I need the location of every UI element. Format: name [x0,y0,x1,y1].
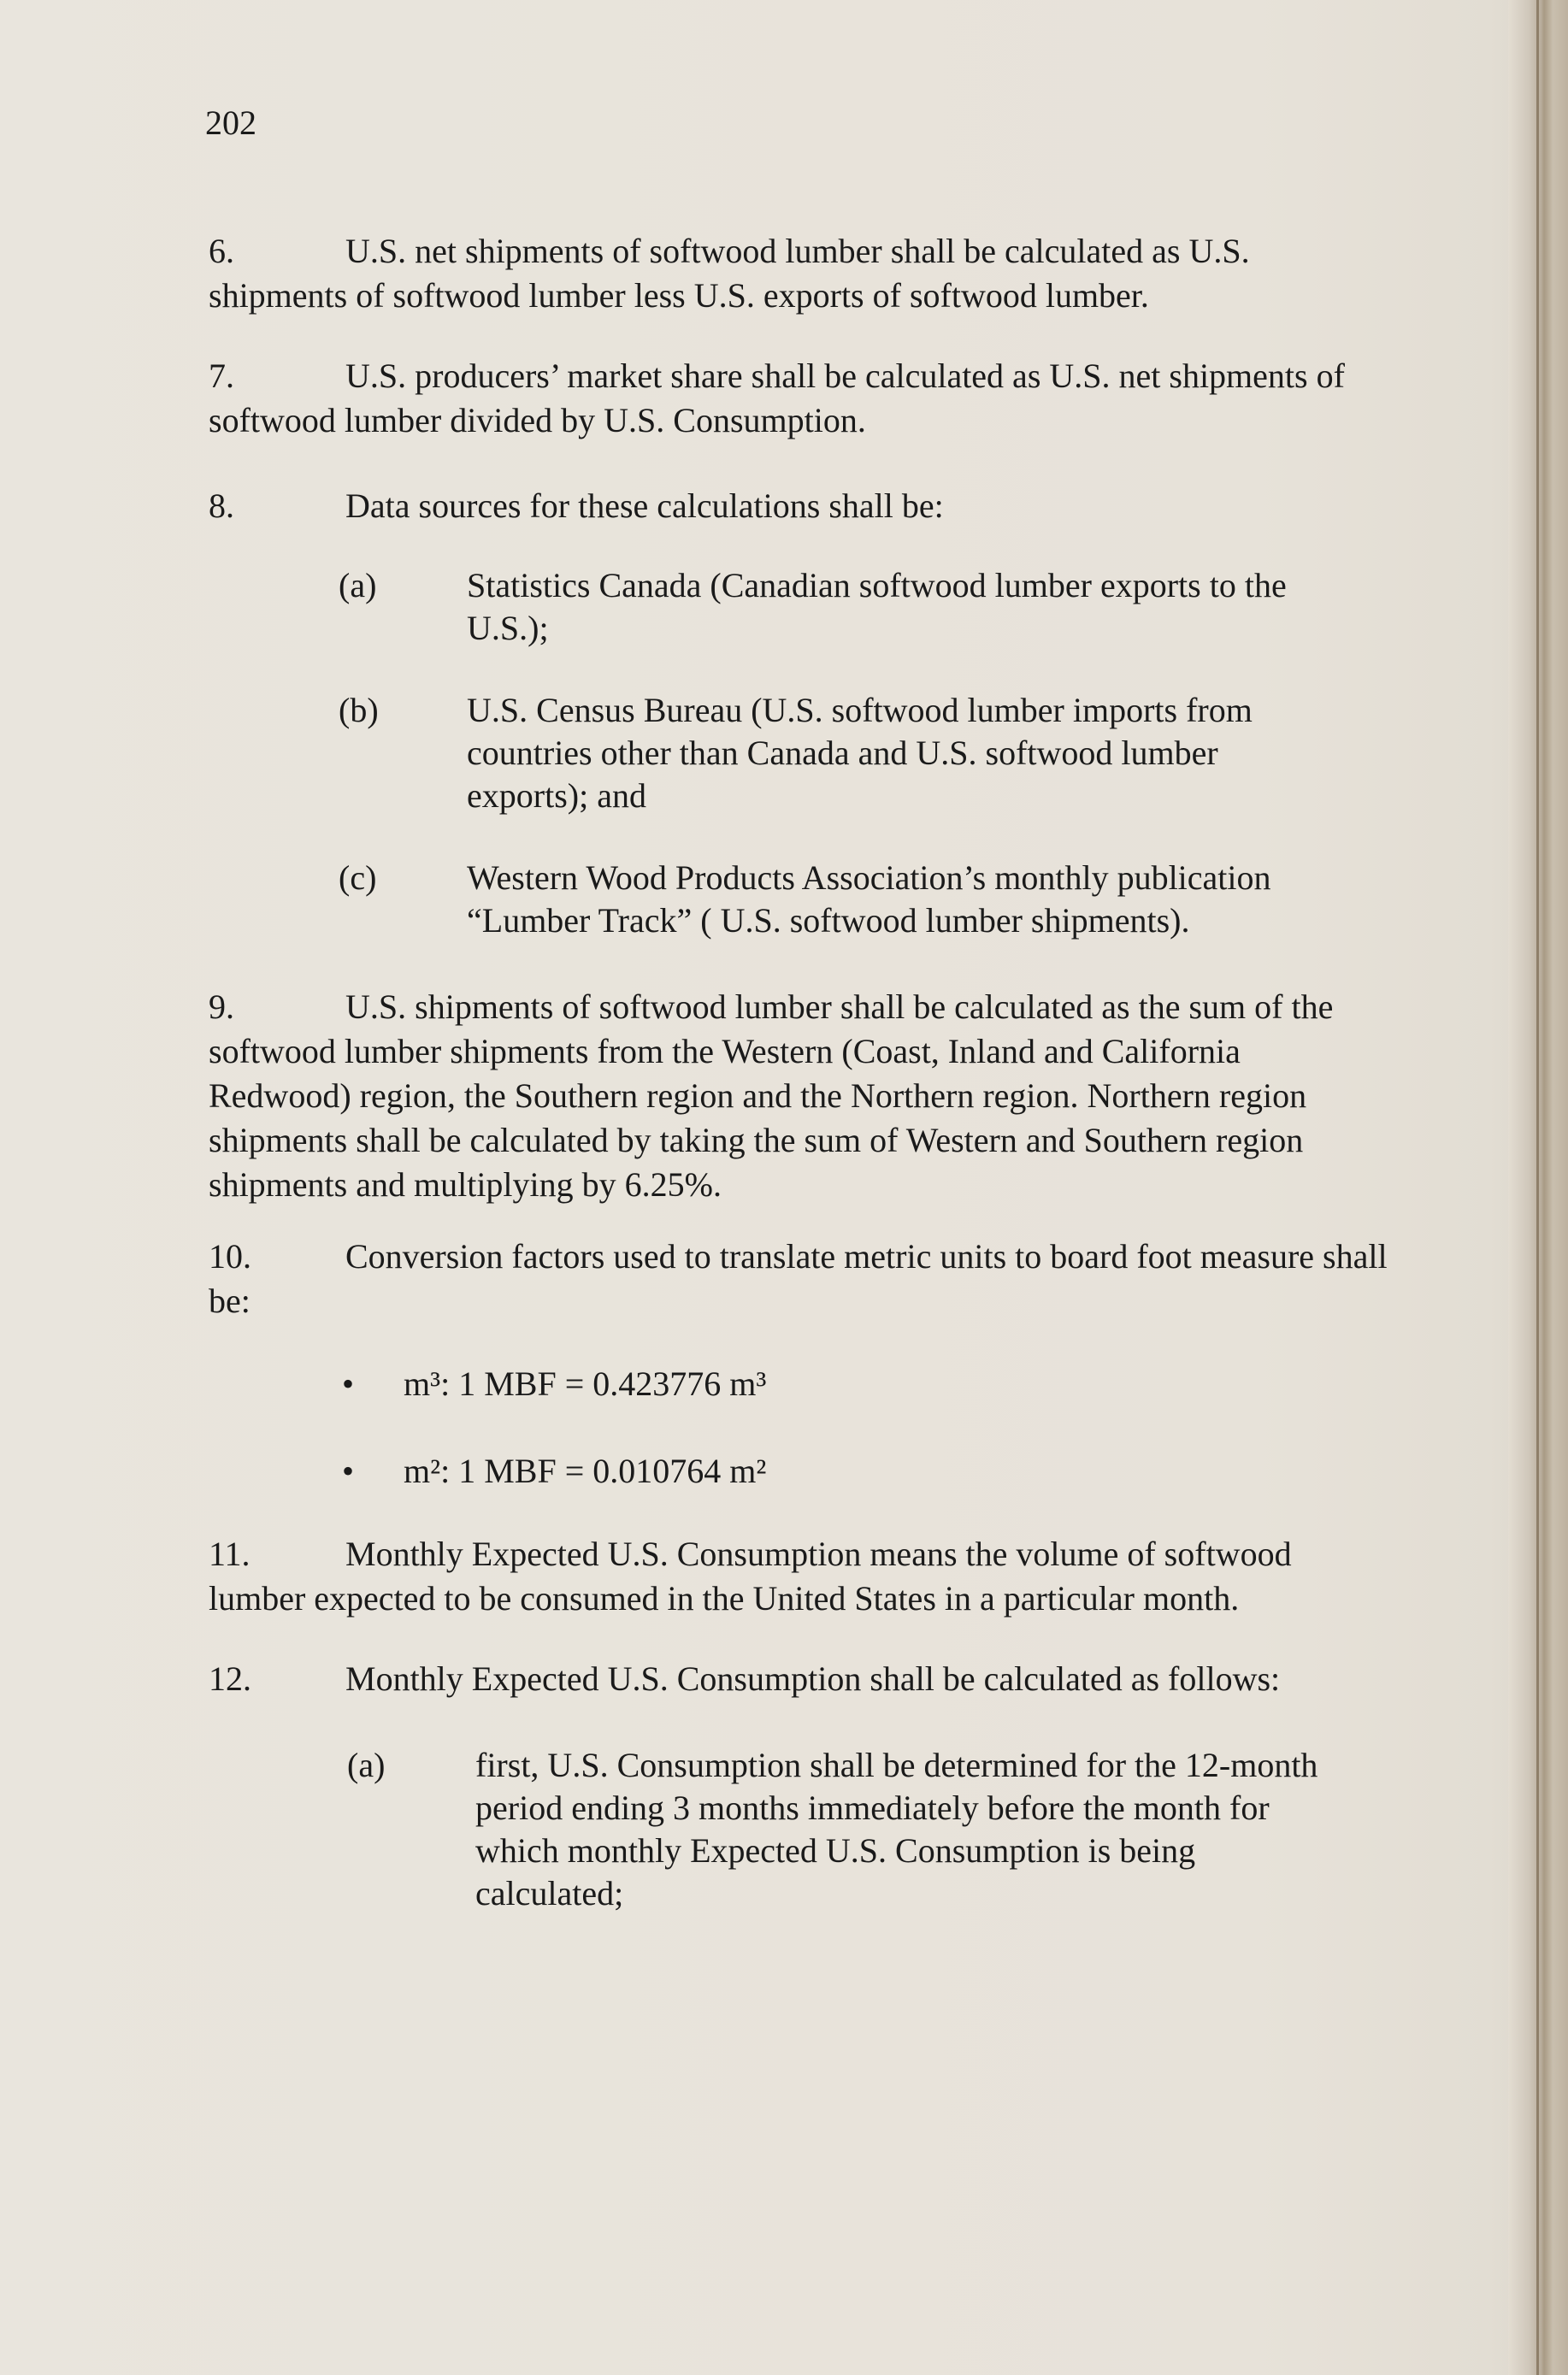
paragraph-text: Monthly Expected U.S. Consumption means the volume of softwood lumber expected to be consumed in the United States in a particular month. [209,1535,1292,1618]
bullet-icon: • [342,1452,355,1490]
paragraph-number: 6. [209,232,234,270]
paragraph-9 [209,985,1388,1207]
list-item-text: Statistics Canada (Canadian softwood lumber exports to the U.S.); [467,566,1287,647]
paragraph-number: 11. [209,1535,251,1573]
paragraph-text: Monthly Expected U.S. Consumption shall be calculated as follows: [345,1659,1281,1698]
list-item-label: (c) [339,858,377,897]
list-item-8b [339,689,1347,826]
paragraph-text: U.S. net shipments of softwood lumber shall be calculated as U.S. shipments of softwood lumber less U.S. exports of softwood lumber. [209,232,1250,315]
list-item-12a [347,1744,1356,1924]
paragraph-number: 12. [209,1659,251,1698]
bullet-item-m3 [342,1363,1111,1407]
paragraph-number: 8. [209,486,234,525]
bullet-text: m²: 1 MBF = 0.010764 m² [404,1452,767,1490]
list-item-8a [339,564,1347,658]
paragraph-12 [209,1657,1388,1701]
list-item-8c [339,857,1347,951]
list-item-text: Western Wood Products Association’s monthly publication “Lumber Track” ( U.S. softwood lumber shipments). [467,858,1271,940]
page-number: 202 [205,103,256,142]
list-item-label: (a) [347,1746,386,1784]
bullet-item-m2 [342,1450,1111,1494]
bullet-text: m³: 1 MBF = 0.423776 m³ [404,1364,767,1403]
paragraph-text: U.S. shipments of softwood lumber shall be calculated as the sum of the softwood lumber shipments from the Western (Coast, Inland and California Redwood) region, the Southern region and the Northern region. Northern region shipments shall be calculated by taking the sum of Western and Southern region shipments and multiplying by 6.25%. [209,987,1334,1204]
book-binding-line [1536,0,1539,2375]
paragraph-7 [209,354,1388,443]
paragraph-10 [209,1235,1388,1323]
paragraph-number: 10. [209,1237,251,1276]
list-item-label: (b) [339,691,379,729]
paragraph-text: Conversion factors used to translate metric units to board foot measure shall be: [209,1237,1388,1320]
paragraph-number: 7. [209,357,234,395]
paragraph-text: U.S. producers’ market share shall be calculated as U.S. net shipments of softwood lumber divided by U.S. Consumption. [209,357,1345,439]
paragraph-6 [209,229,1388,318]
list-item-text: U.S. Census Bureau (U.S. softwood lumber imports from countries other than Canada and U.S. softwood lumber exports); and [467,691,1253,815]
paragraph-11 [209,1532,1388,1621]
paragraph-number: 9. [209,987,234,1026]
bullet-icon: • [342,1364,355,1403]
list-item-text: first, U.S. Consumption shall be determined for the 12-month period ending 3 months immediately before the month for which monthly Expected U.S. Consumption is being calculated; [475,1746,1318,1912]
list-item-label: (a) [339,566,377,604]
paragraph-8 [209,484,1388,528]
paragraph-text: Data sources for these calculations shall be: [345,486,944,525]
